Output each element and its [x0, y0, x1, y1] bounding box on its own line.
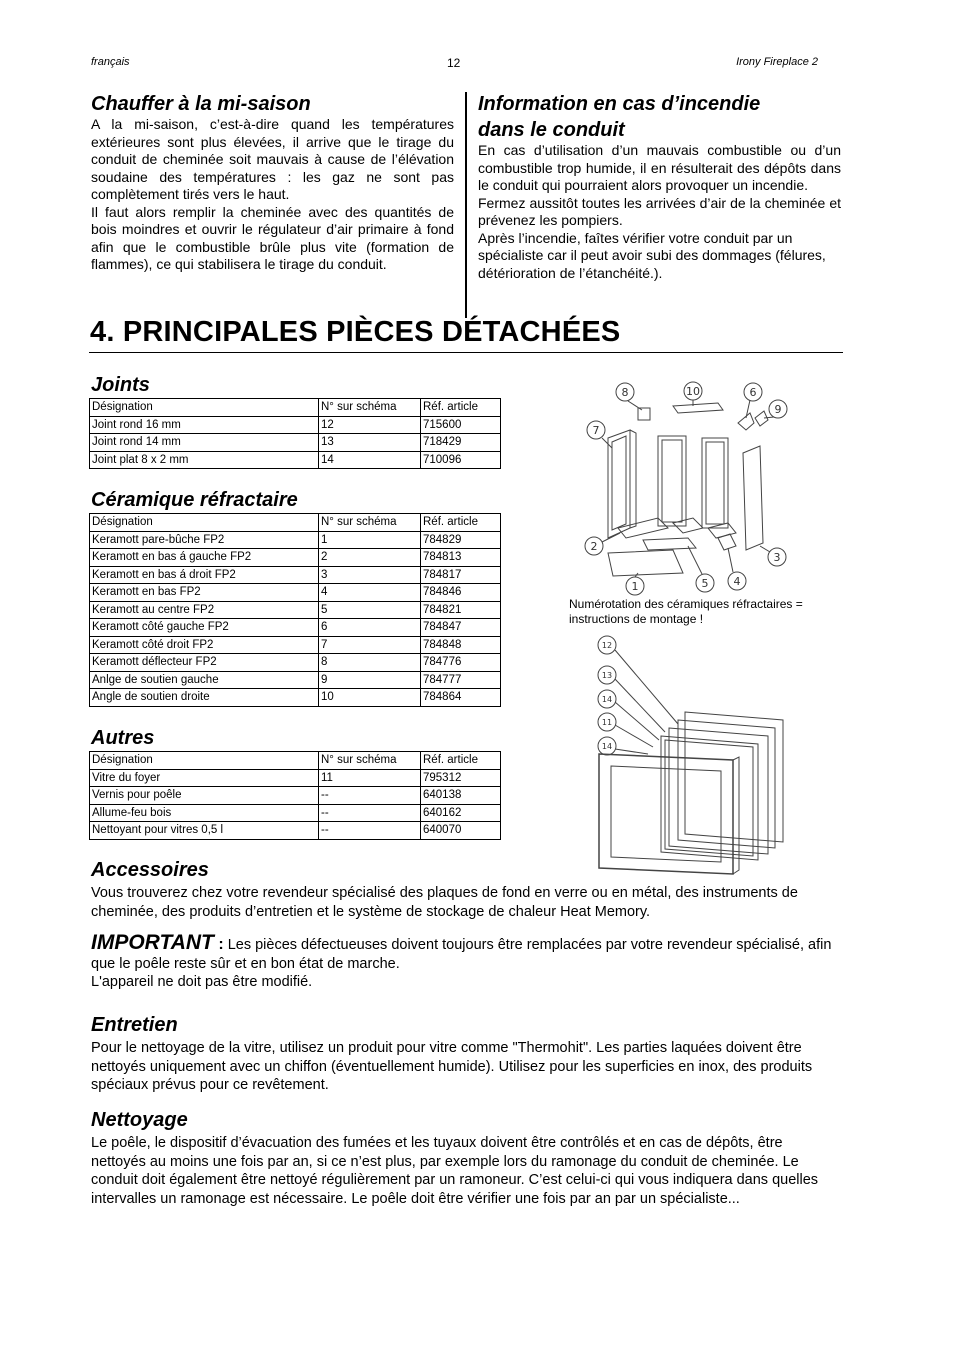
table-cell: 5: [319, 601, 421, 619]
table-cell: --: [319, 787, 421, 805]
glass-gasket-diagram: [593, 632, 793, 877]
table-cell: 7: [319, 636, 421, 654]
table-cell: 1: [319, 531, 421, 549]
table-cell: 784776: [421, 654, 501, 672]
table-cell: Vitre du foyer: [90, 769, 319, 787]
header-language: français: [91, 56, 130, 68]
diagram-label: 4: [733, 575, 741, 588]
table-cell: Keramott côté droit FP2: [90, 636, 319, 654]
header-cell: Réf. article: [421, 752, 501, 770]
figure-caption: Numérotation des céramiques réfractaires = instructions de montage !: [569, 597, 803, 626]
table-row: [90, 671, 501, 689]
table-cell: 13: [319, 434, 421, 452]
diagram-label: 14: [601, 695, 613, 704]
incendie-paragraph-2: Fermez aussitôt toutes les arrivées d’air de la cheminée et prévenez les pompiers.: [478, 194, 841, 228]
important-body: Les pièces défectueuses doivent toujours être remplacées par votre revendeur spécialisé, afin que le poêle reste sûr et en bon état de marche.: [91, 937, 832, 972]
table-row: [90, 822, 501, 840]
joints-title: Joints: [91, 374, 150, 396]
table-cell: 784864: [421, 689, 501, 707]
header-cell: Désignation: [90, 514, 319, 532]
entretien-title: Entretien: [91, 1014, 178, 1036]
table-header-row: [90, 399, 501, 417]
important-note: L'appareil ne doit pas être modifié.: [91, 974, 313, 990]
table-header-row: [90, 752, 501, 770]
table-row: [90, 584, 501, 602]
table-cell: 8: [319, 654, 421, 672]
table-cell: 784847: [421, 619, 501, 637]
column-divider: [465, 92, 467, 318]
table-cell: 2: [319, 549, 421, 567]
table-cell: Allume-feu bois: [90, 804, 319, 822]
accessoires-title: Accessoires: [91, 859, 209, 881]
table-cell: Keramott en bas á gauche FP2: [90, 549, 319, 567]
table-cell: 784813: [421, 549, 501, 567]
table-header-row: [90, 514, 501, 532]
incendie-paragraph-1: En cas d’utilisation d’un mauvais combustible ou d’un combustible trop humide, il en résulterait des dépôts dans le conduit qui pourraient alors provoquer un incendie.: [478, 142, 841, 193]
header-cell: N° sur schéma: [319, 752, 421, 770]
header-cell: N° sur schéma: [319, 514, 421, 532]
table-row: [90, 804, 501, 822]
table-cell: 784777: [421, 671, 501, 689]
entretien-body: Pour le nettoyage de la vitre, utilisez un produit pour vitre comme "Thermohit". Les parties laquées doivent être nettoyés uniquement avec un chiffon (éventuellement humide). Utilisez pour les superficies en inox, des produits spéciaux prévus pour ce revêtement.: [91, 1040, 813, 1093]
table-row: [90, 434, 501, 452]
table-cell: 710096: [421, 451, 501, 469]
table-row: [90, 636, 501, 654]
table-cell: 12: [319, 416, 421, 434]
incendie-title: [478, 91, 760, 143]
mi-saison-body: [91, 116, 454, 274]
table-cell: Joint plat 8 x 2 mm: [90, 451, 319, 469]
table-row: [90, 787, 501, 805]
table-cell: Keramott pare-bûche FP2: [90, 531, 319, 549]
table-row: [90, 566, 501, 584]
diagram-label: 9: [774, 403, 782, 416]
incendie-title-line2: dans le conduit: [478, 119, 625, 141]
diagram-label: 10: [686, 385, 700, 398]
ceramic-exploded-diagram: [578, 378, 800, 598]
diagram-label: 6: [749, 386, 757, 399]
title-underline: [89, 352, 843, 353]
table-cell: Nettoyant pour vitres 0,5 l: [90, 822, 319, 840]
table-cell: 795312: [421, 769, 501, 787]
table-cell: 6: [319, 619, 421, 637]
table-row: [90, 654, 501, 672]
table-cell: 715600: [421, 416, 501, 434]
important-label: IMPORTANT: [91, 931, 214, 954]
diagram-label: 14: [601, 742, 613, 751]
table-cell: Vernis pour poêle: [90, 787, 319, 805]
autres-table: [89, 751, 501, 840]
table-row: [90, 531, 501, 549]
diagram-label: 7: [592, 424, 600, 437]
table-row: [90, 619, 501, 637]
important-colon: :: [213, 936, 224, 953]
table-cell: Keramott côté gauche FP2: [90, 619, 319, 637]
diagram-label: 8: [621, 386, 629, 399]
table-row: [90, 601, 501, 619]
table-cell: Anlge de soutien gauche: [90, 671, 319, 689]
ceramique-table: [89, 513, 501, 707]
header-cell: Désignation: [90, 752, 319, 770]
diagram-label: 5: [701, 577, 709, 590]
table-cell: --: [319, 804, 421, 822]
table-cell: Joint rond 16 mm: [90, 416, 319, 434]
table-cell: Keramott en bas á droit FP2: [90, 566, 319, 584]
header-product: Irony Fireplace 2: [736, 56, 818, 68]
table-cell: 784848: [421, 636, 501, 654]
table-cell: 718429: [421, 434, 501, 452]
header-cell: N° sur schéma: [319, 399, 421, 417]
table-row: [90, 689, 501, 707]
header-cell: Réf. article: [421, 399, 501, 417]
table-row: [90, 451, 501, 469]
diagram-label: 13: [601, 671, 613, 680]
autres-title: Autres: [91, 727, 155, 749]
table-cell: 9: [319, 671, 421, 689]
diagram-label: 2: [590, 540, 598, 553]
table-cell: 11: [319, 769, 421, 787]
incendie-title-line1: Information en cas d’incendie: [478, 93, 761, 115]
table-cell: 784821: [421, 601, 501, 619]
mi-saison-title: Chauffer à la mi-saison: [91, 93, 311, 115]
page-number: 12: [447, 56, 461, 70]
ceramique-title: Céramique réfractaire: [91, 489, 298, 511]
nettoyage-body: Le poêle, le dispositif d’évacuation des fumées et les tuyaux doivent être contrôlés et en cas de dépôts, être nettoyés au moins une fois par an, si ce n’est plus, par exemple lors du ramonage du conduit de cheminée. Le conduit doit également être nettoyé régulièrement par un ramoneur. C’est celui-ci qui vous indiquera dans quelles intervalles un ramonage est nécessaire. Le poêle doit être vérifier une fois par an par un spécialiste...: [91, 1135, 819, 1207]
table-cell: 784817: [421, 566, 501, 584]
table-cell: 640070: [421, 822, 501, 840]
table-cell: Keramott en bas FP2: [90, 584, 319, 602]
table-cell: 4: [319, 584, 421, 602]
table-row: [90, 549, 501, 567]
incendie-paragraph-3: Après l’incendie, faîtes vérifier votre conduit par un spécialiste car il peut avoir subi des dommages (félures, détérioration de l’étanchéité.).: [478, 229, 826, 281]
main-title: 4. PRINCIPALES PIÈCES DÉTACHÉES: [90, 316, 621, 348]
joints-table: [89, 398, 501, 469]
table-cell: 640162: [421, 804, 501, 822]
important-block: [91, 931, 841, 992]
table-cell: --: [319, 822, 421, 840]
header-cell: Désignation: [90, 399, 319, 417]
table-cell: 784846: [421, 584, 501, 602]
table-cell: 10: [319, 689, 421, 707]
accessoires-body: Vous trouverez chez votre revendeur spécialisé des plaques de fond en verre ou en métal, des instruments de cheminée, des produits d’entretien et le système de stockage de chaleur Heat Memory.: [91, 885, 798, 920]
diagram-label: 1: [631, 580, 639, 593]
mi-saison-paragraph-1: A la mi-saison, c’est-à-dire quand les températures extérieures sont plus élevées, il arrive que le tirage du conduit de cheminée soit mauvais à cause de l’élévation soudaine des températures : les gaz ne sont pas complètement tirés vers le haut.: [91, 116, 454, 202]
table-cell: Keramott au centre FP2: [90, 601, 319, 619]
table-row: [90, 769, 501, 787]
table-cell: Angle de soutien droite: [90, 689, 319, 707]
table-cell: Keramott déflecteur FP2: [90, 654, 319, 672]
table-cell: Joint rond 14 mm: [90, 434, 319, 452]
header-cell: Réf. article: [421, 514, 501, 532]
diagram-label: 3: [773, 551, 781, 564]
table-cell: 784829: [421, 531, 501, 549]
diagram-label: 12: [601, 641, 613, 650]
incendie-body: [478, 142, 841, 282]
diagram-label: 11: [601, 718, 613, 727]
table-cell: 640138: [421, 787, 501, 805]
table-cell: 3: [319, 566, 421, 584]
mi-saison-paragraph-2: Il faut alors remplir la cheminée avec des quantités de bois moindres et ouvrir le régulateur d’air primaire à fond afin que le combustible brûle plus vite (formation de flammes), ce qui stabilisera le tirage du conduit.: [91, 203, 454, 272]
table-cell: 14: [319, 451, 421, 469]
nettoyage-title: Nettoyage: [91, 1109, 188, 1131]
table-row: [90, 416, 501, 434]
